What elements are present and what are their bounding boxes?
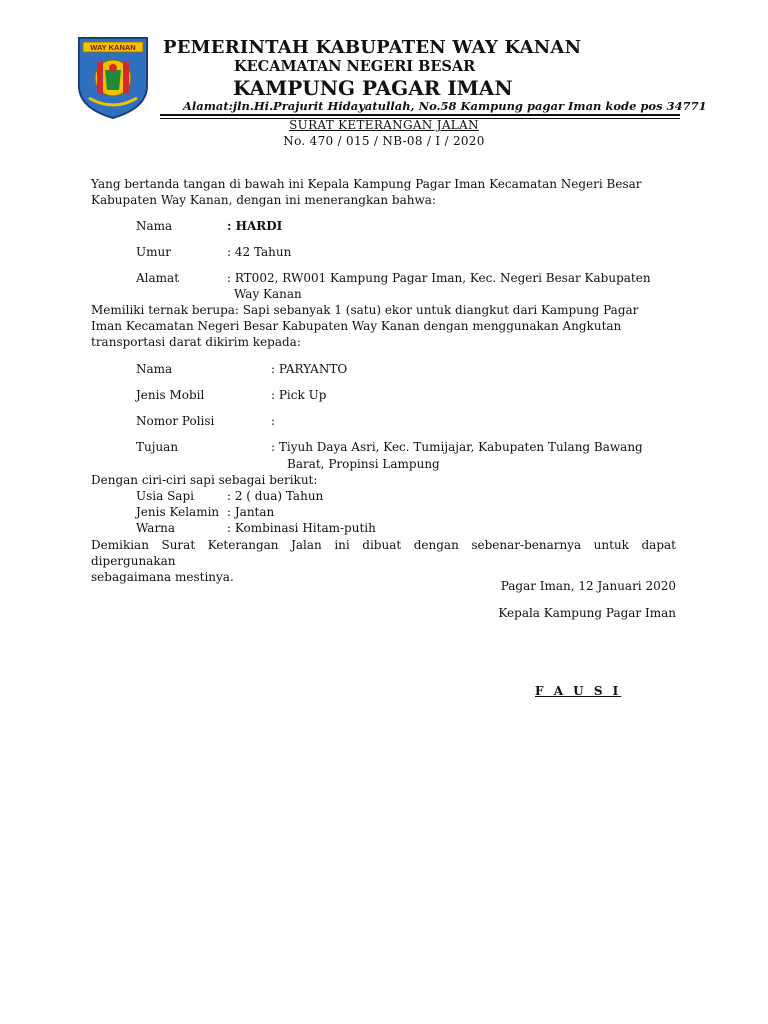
person-address-label: Alamat — [136, 271, 180, 285]
place-date: Pagar Iman, 12 Januari 2020 — [500, 579, 676, 593]
closing-line: sebagaimana mestinya. — [91, 570, 234, 584]
livestock-line: Memiliki ternak berupa: Sapi sebanyak 1 (satu) ekor untuk diangkut dari Kampung Pagar — [91, 303, 639, 317]
header-government: PEMERINTAH KABUPATEN WAY KANAN — [163, 37, 582, 58]
emblem-banner-text: WAY KANAN — [90, 43, 136, 52]
way-kanan-emblem-logo — [75, 34, 151, 120]
intro-line: Kabupaten Way Kanan, dengan ini menerangkan bahwa: — [91, 193, 436, 207]
plate-number-label: Nomor Polisi — [136, 414, 215, 428]
letter-number: No. 470 / 015 / NB-08 / I / 2020 — [283, 134, 485, 148]
car-type-label: Jenis Mobil — [136, 388, 205, 402]
plate-number-value: : — [271, 414, 276, 428]
signatory-position: Kepala Kampung Pagar Iman — [498, 606, 676, 620]
person-age-value: : 42 Tahun — [227, 245, 292, 259]
destination-label: Tujuan — [136, 440, 179, 454]
livestock-paragraph — [91, 302, 676, 350]
intro-paragraph — [91, 176, 676, 208]
destination-value-cont: Barat, Propinsi Lampung — [287, 457, 440, 471]
cattle-age-label: Usia Sapi — [136, 489, 194, 503]
header-address: Alamat:jln.Hi.Prajurit Hidayatullah, No.58 Kampung pagar Iman kode pos 34771 — [183, 99, 707, 113]
cattle-heading: Dengan ciri-ciri sapi sebagai berikut: — [91, 473, 318, 487]
header-village: KAMPUNG PAGAR IMAN — [233, 76, 513, 100]
person-name-label: Nama — [136, 219, 173, 233]
recipient-name-value: : PARYANTO — [271, 362, 348, 376]
signatory-name: F A U S I — [535, 684, 622, 698]
cattle-sex-value: : Jantan — [227, 505, 275, 519]
header-district: KECAMATAN NEGERI BESAR — [234, 58, 476, 75]
cattle-age-value: : 2 ( dua) Tahun — [227, 489, 324, 503]
intro-line: Yang bertanda tangan di bawah ini Kepala Kampung Pagar Iman Kecamatan Negeri Besar — [91, 177, 642, 191]
letter-title: SURAT KETERANGAN JALAN — [289, 118, 479, 132]
person-address-value: : RT002, RW001 Kampung Pagar Iman, Kec. Negeri Besar Kabupaten — [227, 271, 651, 285]
cattle-sex-label: Jenis Kelamin — [136, 505, 220, 519]
person-address-value-cont: Way Kanan — [234, 287, 302, 301]
livestock-line: Iman Kecamatan Negeri Besar Kabupaten Way Kanan dengan menggunakan Angkutan — [91, 319, 622, 333]
livestock-line: transportasi darat dikirim kepada: — [91, 335, 301, 349]
person-age-label: Umur — [136, 245, 171, 259]
car-type-value: : Pick Up — [271, 388, 327, 402]
cattle-color-label: Warna — [136, 521, 176, 535]
person-name-value: : HARDI — [227, 219, 283, 233]
cattle-color-value: : Kombinasi Hitam-putih — [227, 521, 376, 535]
destination-value: : Tiyuh Daya Asri, Kec. Tumijajar, Kabupaten Tulang Bawang — [271, 440, 643, 454]
recipient-name-label: Nama — [136, 362, 173, 376]
header-rule-thick — [160, 114, 680, 116]
closing-line: Demikian Surat Keterangan Jalan ini dibuat dengan sebenar-benarnya untuk dapat dipergunakan — [91, 538, 676, 568]
